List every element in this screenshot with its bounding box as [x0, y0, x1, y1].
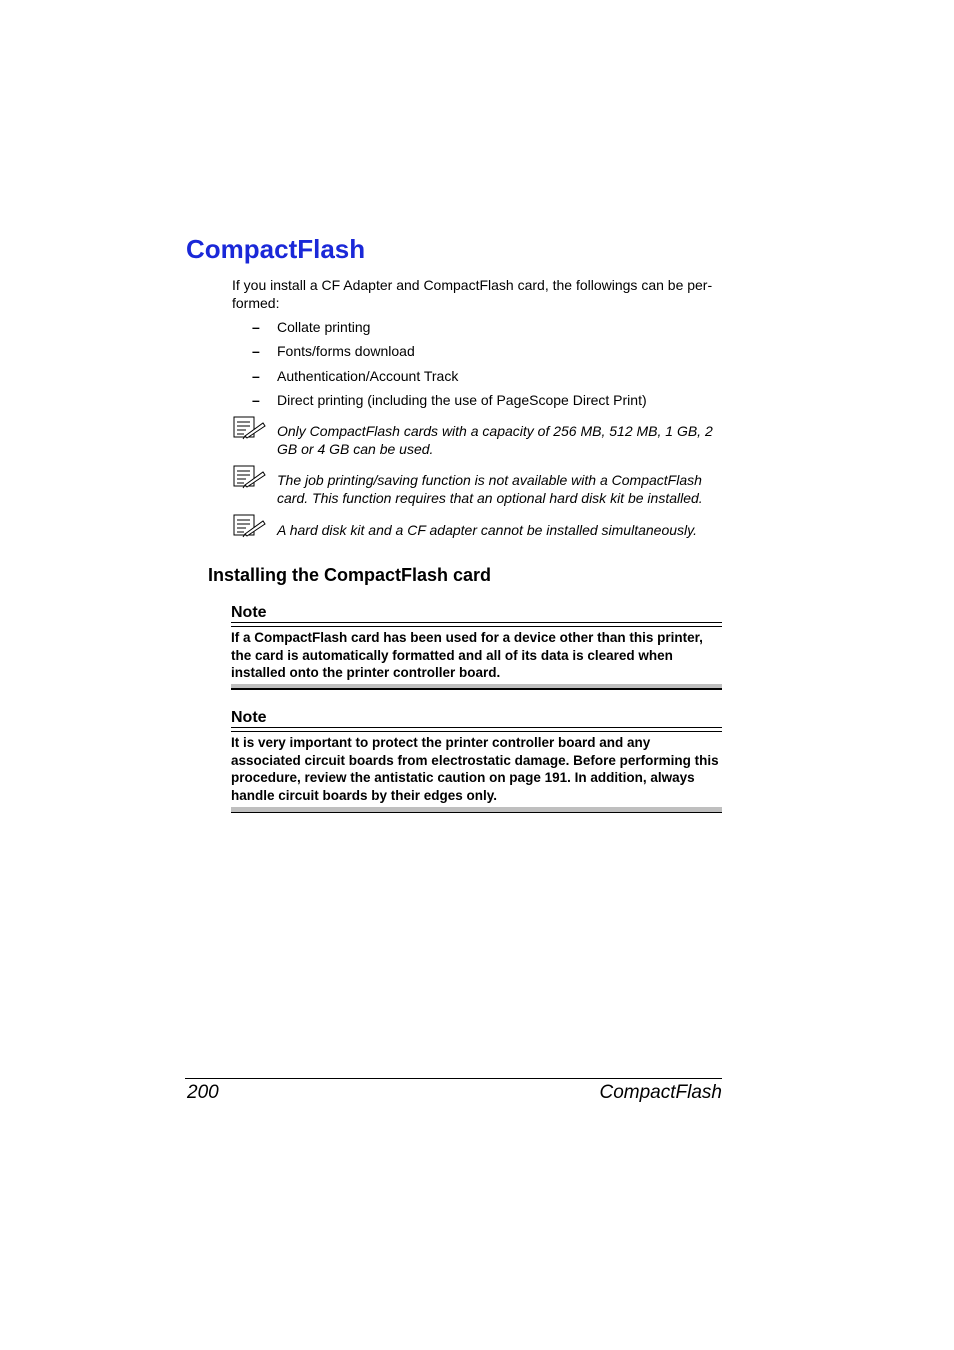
- note-rule-bottom: [231, 812, 722, 813]
- memo-pen-icon: [233, 465, 267, 489]
- note-rule-top: [231, 626, 722, 627]
- note-label: Note: [231, 604, 267, 621]
- note-rule-top: [231, 622, 722, 623]
- list-item-text: Fonts/forms download: [277, 343, 415, 359]
- note-rule-bottom: [231, 688, 722, 690]
- note-body: It is very important to protect the printer controller board and any associated circuit boards from electrostatic damage. Before performing this procedure, review the antistatic caution on page 191. In addition, always handle circuit boards by their edges only.: [231, 735, 719, 804]
- bullet-dash: –: [252, 319, 260, 335]
- memo-pen-icon: [233, 514, 267, 538]
- running-title: CompactFlash: [599, 1082, 722, 1103]
- memo-text: The job printing/saving function is not available with a CompactFlash card. This function requires that an optional hard disk kit be installed.: [277, 472, 703, 506]
- note-rule-top: [231, 731, 722, 732]
- intro-paragraph: If you install a CF Adapter and CompactFlash card, the followings can be per-formed:: [232, 277, 713, 311]
- page-title: CompactFlash: [186, 234, 366, 264]
- memo-text: Only CompactFlash cards with a capacity of 256 MB, 512 MB, 1 GB, 2 GB or 4 GB can be used.: [277, 423, 713, 457]
- memo-pen-icon: [233, 416, 267, 440]
- note-rule-top: [231, 727, 722, 728]
- bullet-dash: –: [252, 368, 260, 384]
- note-body: If a CompactFlash card has been used for a device other than this printer, the card is automatically formatted and all of its data is cleared when installed onto the printer controller board.: [231, 630, 703, 681]
- list-item-text: Direct printing (including the use of PageScope Direct Print): [277, 392, 647, 408]
- footer-rule: [185, 1078, 722, 1079]
- bullet-dash: –: [252, 343, 260, 359]
- section-heading: Installing the CompactFlash card: [208, 565, 492, 585]
- list-item-text: Authentication/Account Track: [277, 368, 459, 384]
- list-item-text: Collate printing: [277, 319, 371, 335]
- page-number: 200: [187, 1082, 219, 1103]
- note-label: Note: [231, 709, 267, 726]
- bullet-dash: –: [252, 392, 260, 408]
- memo-text: A hard disk kit and a CF adapter cannot be installed simultaneously.: [277, 522, 697, 538]
